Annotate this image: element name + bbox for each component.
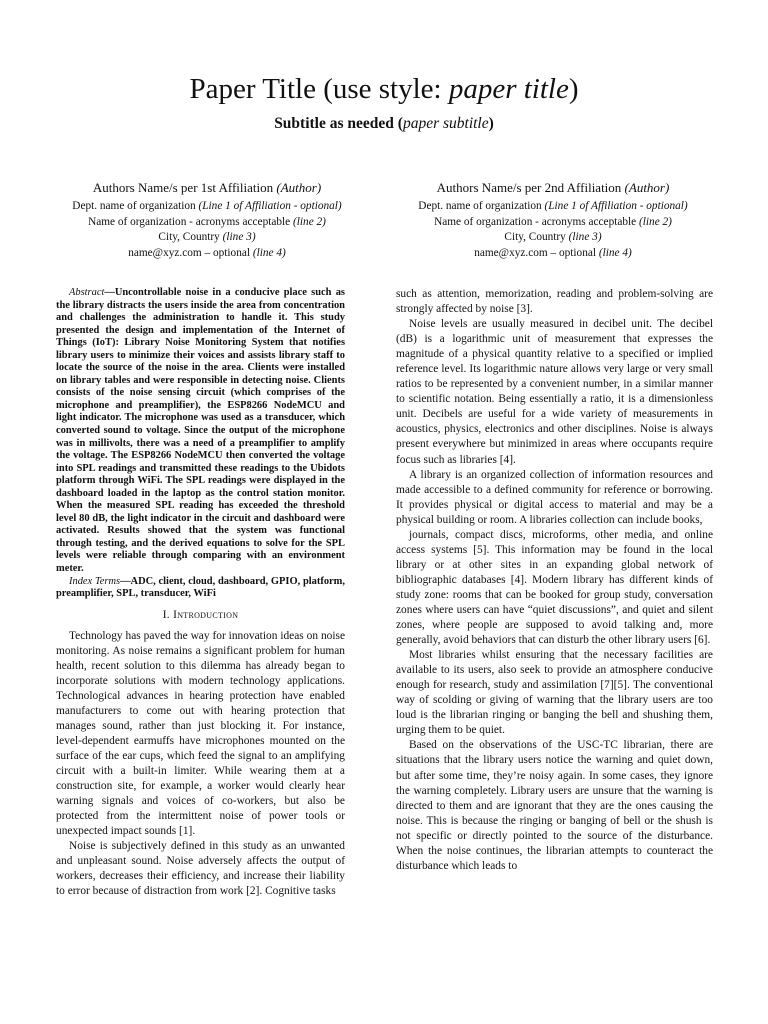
author-role: (Author)	[276, 180, 322, 195]
author-city-text: City, Country	[158, 231, 223, 243]
left-column	[56, 287, 345, 900]
paper-title-style: paper title	[448, 73, 569, 105]
author-dept	[52, 199, 362, 215]
author-city	[398, 230, 708, 246]
author-org-note: (line 2)	[639, 215, 672, 228]
author-org-note: (line 2)	[293, 215, 326, 228]
right-column	[396, 287, 713, 874]
author-city	[52, 230, 362, 246]
index-terms	[56, 576, 345, 601]
author-name	[52, 178, 362, 198]
author-block-2	[398, 178, 708, 261]
paper-title-close: )	[568, 73, 579, 105]
body-paragraph: Based on the observations of the USC-TC librarian, there are situations that the library users notice the warning and quiet down, but after some time, they’re noisy again. In some cases, they ignore the warning completely. Library users are unsure that the warning is directed to them and are ignorant that they are the ones causing the noise. This is because the ringing or banging of bell or the shush is not specific or directly pointed to the source of the disturbance. When the noise continues, the librarian attempts to counteract the disturbance which leads to	[396, 739, 713, 872]
body-paragraph: such as attention, memorization, reading and problem-solving are strongly affected by noise [3].	[396, 288, 713, 316]
body-paragraph: Most libraries whilst ensuring that the necessary facilities are available to its users, also seek to provide an atmosphere conducive enough for research, study and assimilation [7][5]. The conventional way of scolding or giving of warning that the library users are too loud is the librarian ringing or banging the bell and shushing them, urging them to be quiet.	[396, 649, 713, 737]
author-email-note: (line 4)	[252, 246, 286, 259]
author-dept	[398, 199, 708, 215]
author-org	[398, 215, 708, 231]
abstract-text: —Uncontrollable noise in a conducive place such as the library distracts the users inside the area from concentration and challenges the administration to handle it. This study presented the design and implementation of the Internet of Things (IoT): Library Noise Monitoring System that notifies library users to minimize their voices and assists library staff to locate the source of the noise in the area. Clients were installed on library tables and were responsible in detecting noise. Clients consists of the noise sensing circuit (which comprises of the microphone and preamplifier), the ESP8266 NodeMCU and light indicator. The microphone was used as a transducer, which converted sound to voltage. Since the output of the microphone was in millivolts, there was a need of a preamplifier to amplify the voltage. The ESP8266 NodeMCU then converted the voltage into SPL readings and transmitted these readings to the Ubidots platform through WiFi. The SPL readings were displayed in the dashboard loaded in the laptop as the control station monitor. When the measured SPL reading has exceeded the threshold level 80 dB, the light indicator in the circuit and dashboard were activated. Results showed that the system was functional through testing, and the derived equations to solve for the SPL levels were reliable through comparing with an environment meter.	[56, 287, 345, 575]
author-email-text: name@xyz.com – optional	[128, 246, 253, 259]
body-paragraph: Technology has paved the way for innovation ideas on noise monitoring. As noise remains a significant problem for human health, recent solution to this dilemma has already began to incorporate solutions with modern technology applications. Technological advances in hearing protection have enabled manufacturers to come out with hearing protection that manages sound, rather than just blocking it. For instance, level-dependent earmuffs have microphones mounted on the surface of the ear cups, which feed the signal to an amplifying circuit with a built-in limiter. While wearing them at a construction site, for example, a worker would clearly hear warning signals and voices of co-workers, but also be protected from the intermittent noise of power tools or unexpected impact sounds [1].	[56, 629, 345, 838]
index-terms-text: —ADC, client, cloud, dashboard, GPIO, platform, preamplifier, SPL, transducer, WiFi	[56, 575, 345, 600]
author-dept-note: (Line 1 of Affiliation - optional)	[198, 200, 342, 212]
section-title: Introduction	[173, 608, 239, 621]
author-email-note: (line 4)	[598, 246, 632, 259]
paper-title	[0, 72, 768, 106]
author-name-text: Authors Name/s per 1st Affiliation	[92, 180, 277, 195]
author-email	[52, 246, 362, 262]
section-heading-introduction	[56, 608, 345, 623]
paper-subtitle-text: Subtitle as needed (	[274, 115, 403, 132]
author-dept-note: (Line 1 of Affiliation - optional)	[544, 200, 688, 212]
author-org-text: Name of organization - acronyms acceptable	[88, 215, 293, 228]
paper-subtitle	[0, 114, 768, 134]
abstract	[56, 287, 345, 576]
author-email	[398, 246, 708, 262]
author-city-note: (line 3)	[222, 231, 256, 243]
section-number: I.	[162, 608, 174, 621]
paper-title-text: Paper Title (use style:	[189, 73, 449, 105]
body-paragraph: journals, compact discs, microforms, other media, and online access systems [5]. This information may be found in the local library or at other sites in an expanding global network of bibliographic databases [4]. Modern library has different kinds of study zone: rooms that can be booked for group study, conversation zones where users can have “quiet discussions”, and quiet and silent zones, where people are supposed to avoid talking and, more generally, avoid behaviors that can disturb the other library users [6].	[396, 528, 713, 647]
author-city-note: (line 3)	[568, 231, 602, 243]
author-org	[52, 215, 362, 231]
index-terms-label: Index Terms	[69, 575, 121, 587]
abstract-label: Abstract	[69, 287, 105, 298]
author-name	[398, 178, 708, 198]
author-block-1	[52, 178, 362, 261]
author-dept-text: Dept. name of organization	[72, 200, 199, 212]
author-org-text: Name of organization - acronyms acceptable	[434, 215, 639, 228]
author-email-text: name@xyz.com – optional	[474, 246, 599, 259]
body-paragraph: Noise is subjectively defined in this study as an unwanted and unpleasant sound. Noise adversely affects the output of workers, decreases their efficiency, and increase their liability to error because of distraction from work [2]. Cognitive tasks	[56, 840, 345, 898]
author-dept-text: Dept. name of organization	[418, 200, 545, 212]
author-role: (Author)	[624, 180, 670, 195]
author-city-text: City, Country	[504, 231, 569, 243]
body-paragraph: A library is an organized collection of information resources and made accessible to a defined community for reference or borrowing. It provides physical or digital access to material and may be a physical building or room. A libraries collection can include books,	[396, 468, 713, 526]
paper-subtitle-close: )	[488, 115, 494, 132]
body-paragraph: Noise levels are usually measured in decibel unit. The decibel (dB) is a logarithmic unit of measurement that expresses the magnitude of a physical quantity relative to a specified or implied reference level. Its logarithmic nature allows very large or very small ratios to be represented by a convenient number, in a similar manner to scientific notation. Being essentially a ratio, it is a dimensionless unit. Decibels are useful for a wide variety of measurements in acoustics, physics, electronics and other disciplines. Noise is always present everywhere but minimized in areas where occupants require focus such as libraries [4].	[396, 318, 713, 466]
author-name-text: Authors Name/s per 2nd Affiliation	[436, 180, 625, 195]
paper-subtitle-style: paper subtitle	[402, 115, 489, 132]
